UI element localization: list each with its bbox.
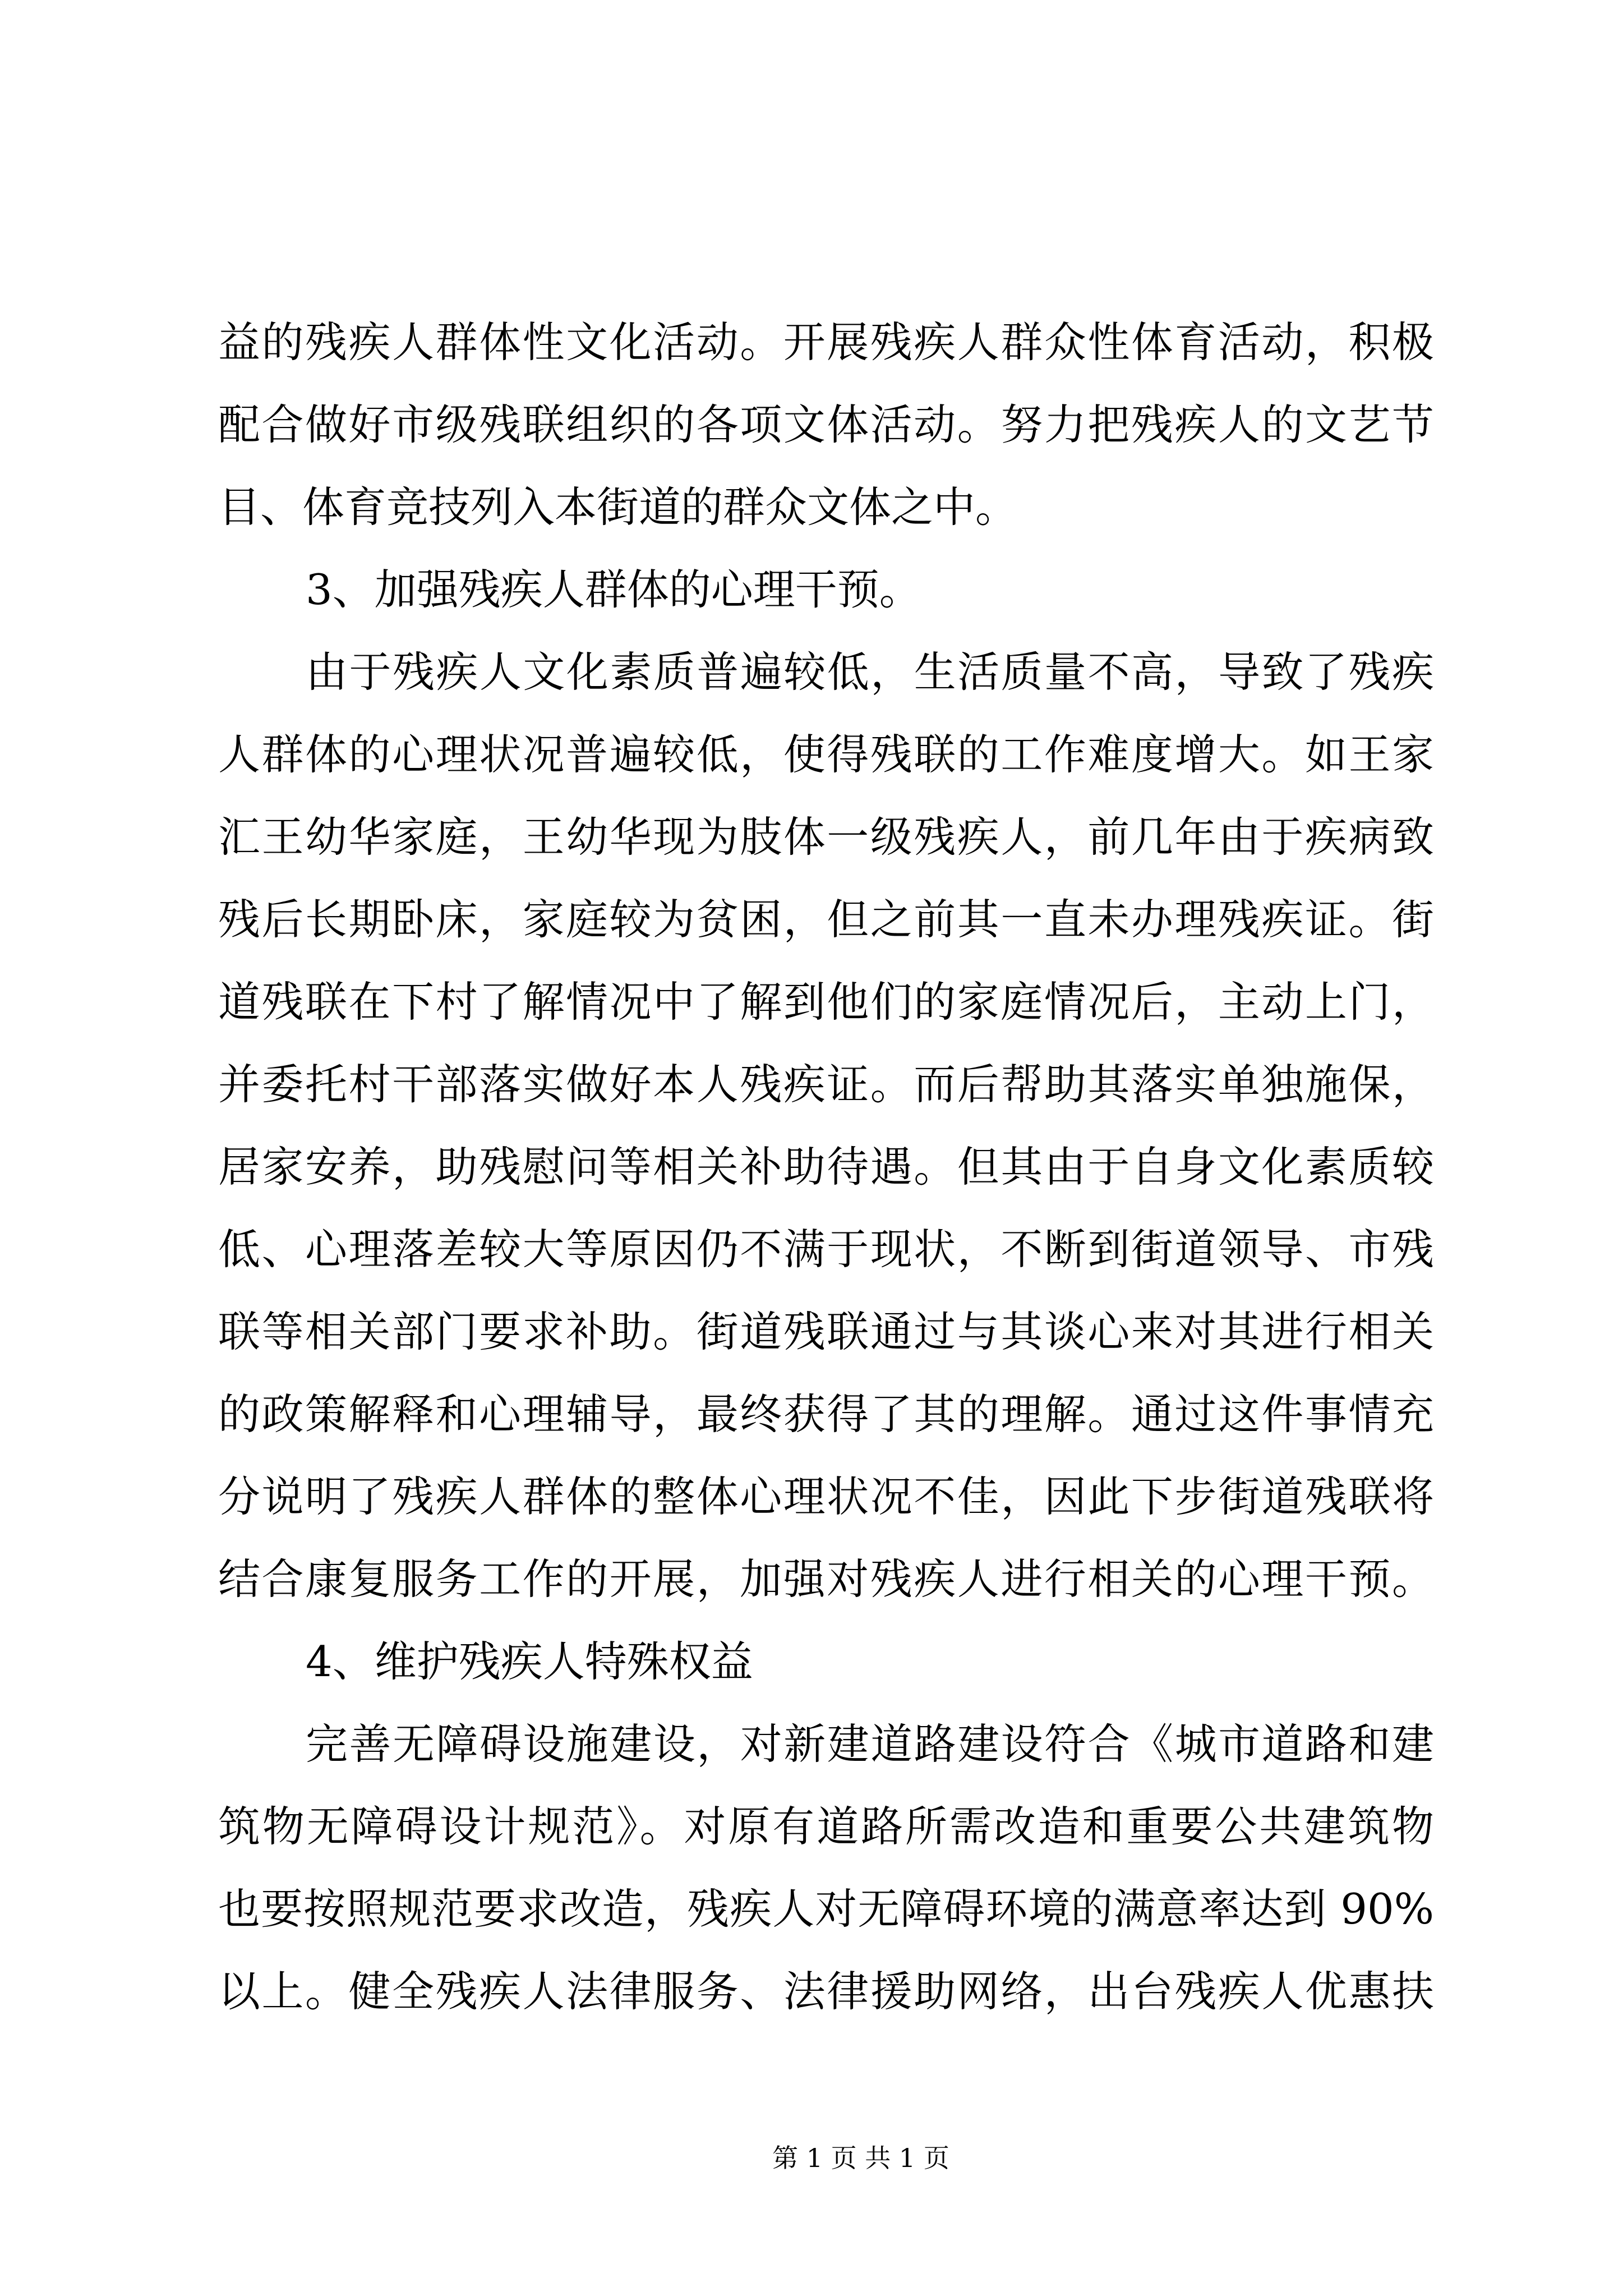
text-line: 配合做好市级残联组织的各项文体活动。努力把残疾人的文艺节 [218, 400, 1434, 449]
text-line: 居家安养，助残慰问等相关补助待遇。但其由于自身文化素质较 [218, 1142, 1434, 1191]
paragraph [218, 1703, 1434, 2033]
text-line: 益的残疾人群体性文化活动。开展残疾人群众性体育活动，积极 [218, 318, 1434, 367]
text-line: 联等相关部门要求补助。街道残联通过与其谈心来对其进行相关 [218, 1307, 1434, 1356]
text-line: 并委托村干部落实做好本人残疾证。而后帮助其落实单独施保， [218, 1060, 1434, 1109]
section-heading-4 [218, 1621, 1434, 1703]
text-line: 汇王幼华家庭，王幼华现为肢体一级残疾人，前几年由于疾病致 [218, 812, 1434, 862]
text-line: 目、体育竞技列入本街道的群众文体之中。 [218, 482, 1018, 532]
section-heading-text: 4、维护残疾人特殊权益 [306, 1637, 753, 1686]
text-line: 也要按照规范要求改造，残疾人对无障碍环境的满意率达到 90% [218, 1884, 1434, 1934]
page-footer: 第 1 页 共 1 页 [772, 2143, 949, 2173]
text-line: 分说明了残疾人群体的整体心理状况不佳，因此下步街道残联将 [218, 1472, 1434, 1521]
text-line: 低、心理落差较大等原因仍不满于现状，不断到街道领导、市残 [218, 1225, 1434, 1274]
text-line: 以上。健全残疾人法律服务、法律援助网络，出台残疾人优惠扶 [218, 1967, 1434, 2016]
paragraph-continued [218, 301, 1434, 549]
section-heading-text: 3、加强残疾人群体的心理干预。 [306, 565, 921, 614]
text-line: 筑物无障碍设计规范》。对原有道路所需改造和重要公共建筑物 [218, 1802, 1434, 1851]
text-line: 的政策解释和心理辅导，最终获得了其的理解。通过这件事情充 [218, 1389, 1434, 1439]
text-line: 残后长期卧床，家庭较为贫困，但之前其一直未办理残疾证。街 [218, 895, 1434, 944]
text-line: 由于残疾人文化素质普遍较低，生活质量不高，导致了残疾 [306, 647, 1434, 697]
body-text [218, 301, 1434, 2033]
text-line: 结合康复服务工作的开展，加强对残疾人进行相关的心理干预。 [218, 1554, 1434, 1604]
text-line: 人群体的心理状况普遍较低，使得残联的工作难度增大。如王家 [218, 730, 1434, 779]
text-line: 道残联在下村了解情况中了解到他们的家庭情况后，主动上门， [218, 977, 1434, 1027]
paragraph [218, 631, 1434, 1621]
text-line: 完善无障碍设施建设，对新建道路建设符合《城市道路和建 [306, 1719, 1434, 1769]
section-heading-3 [218, 549, 1434, 631]
